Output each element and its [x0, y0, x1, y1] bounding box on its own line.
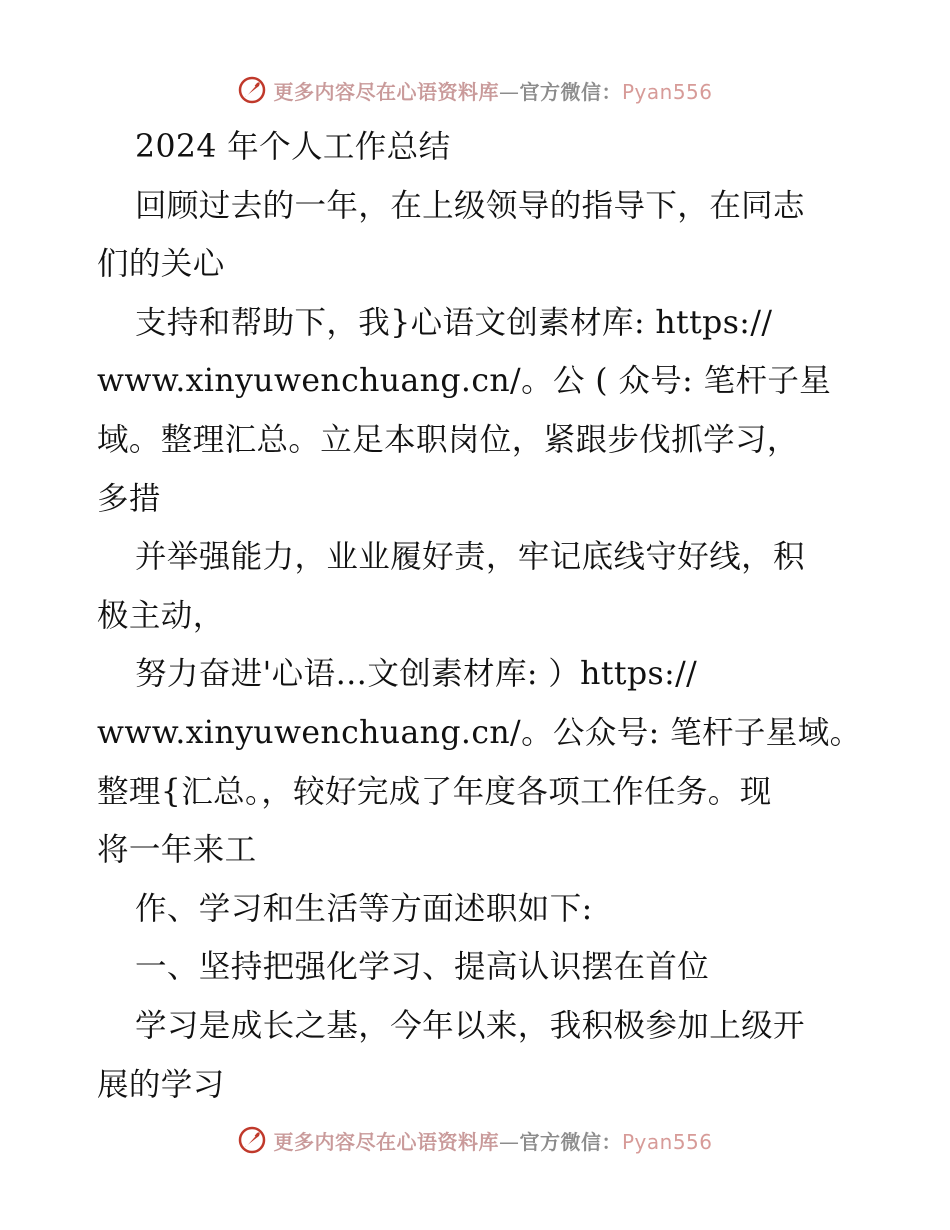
- document-line: www.xinyuwenchuang.cn/。公 ( 众号: 笔杆子星: [97, 363, 832, 400]
- document-line: 并举强能力，业业履好责，牢记底线守好线，积: [135, 539, 805, 576]
- document-line: 学习是成长之基，今年以来，我积极参加上级开: [135, 1007, 805, 1044]
- document-line: 回顾过去的一年，在上级领导的指导下，在同志: [135, 187, 805, 224]
- document-body: [97, 118, 862, 1114]
- document-line: 多措: [97, 480, 161, 517]
- banner-main-text: 更多内容尽在心语资料库: [273, 79, 499, 104]
- banner-sub-text: 官方微信：: [519, 1129, 622, 1154]
- document-line: 域。整理汇总。立足本职岗位，紧跟步伐抓学习，: [97, 421, 799, 458]
- document-line: 努力奋进'心语…文创素材库: ）https://: [135, 656, 698, 693]
- banner-dash: —: [498, 79, 520, 104]
- document-line: 支持和帮助下，我}心语文创素材库: https://: [135, 304, 773, 341]
- document-line: 极主动，: [97, 597, 225, 634]
- header-watermark-banner: [0, 70, 950, 110]
- footer-watermark-banner: [0, 1120, 950, 1160]
- banner-wechat-id: Pyan556: [621, 1129, 713, 1154]
- document-line: 作、学习和生活等方面述职如下:: [135, 890, 593, 927]
- feather-quill-logo-icon: [237, 75, 267, 105]
- banner-main-text: 更多内容尽在心语资料库: [273, 1129, 499, 1154]
- document-line: 展的学习: [97, 1066, 225, 1103]
- banner-sub-text: 官方微信：: [519, 79, 622, 104]
- document-line: 整理{汇总。，较好完成了年度各项工作任务。现: [97, 773, 772, 810]
- document-line: 将一年来工: [97, 832, 257, 869]
- feather-quill-logo-icon: [237, 1125, 267, 1155]
- document-line: www.xinyuwenchuang.cn/。公众号: 笔杆子星域。: [97, 714, 862, 751]
- banner-dash: —: [498, 1129, 520, 1154]
- banner-wechat-id: Pyan556: [621, 79, 713, 104]
- document-title: 2024 年个人工作总结: [135, 129, 451, 165]
- section-heading: 一、坚持把强化学习、提高认识摆在首位: [135, 949, 710, 986]
- document-line: 们的关心: [97, 246, 225, 283]
